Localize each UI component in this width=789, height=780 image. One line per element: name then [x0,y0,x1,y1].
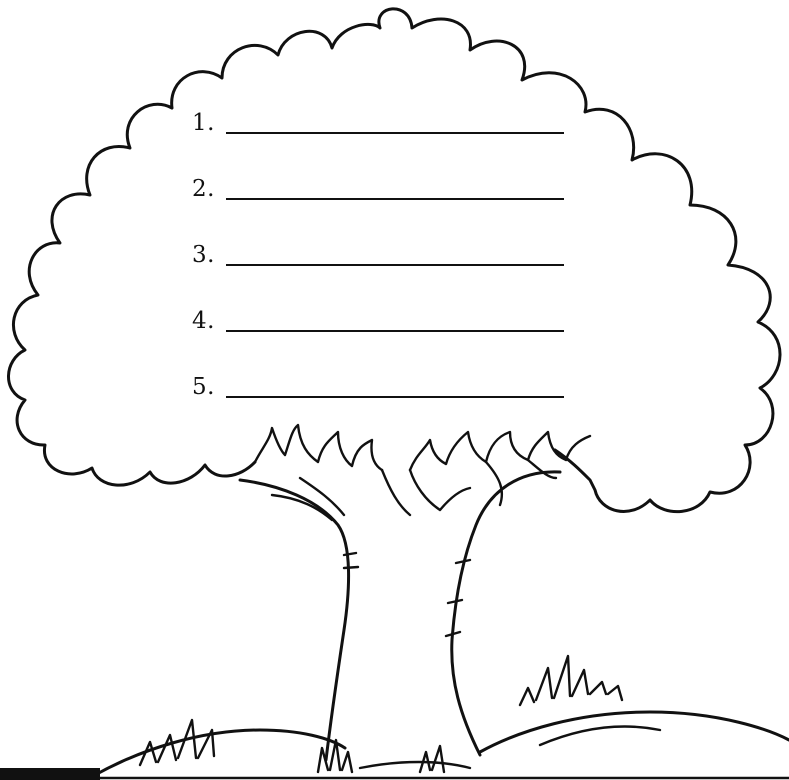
blank-line[interactable] [226,330,564,332]
line-number: 5. [192,374,215,400]
line-number: 4. [192,308,215,334]
line-number: 2. [192,176,215,202]
tree-trunk-right [452,472,560,755]
ground-bush-right [480,712,789,752]
blank-line[interactable] [226,264,564,266]
ground-bush-left [95,730,345,775]
answer-line-4 [192,306,572,372]
answer-line-1 [192,108,572,174]
answer-line-5 [192,372,572,438]
line-number: 1. [192,110,215,136]
ground-bush-right-inner [540,726,660,745]
blank-line[interactable] [226,132,564,134]
tree-branch-middle [382,470,470,515]
line-number: 3. [192,242,215,268]
blank-line[interactable] [226,396,564,398]
answer-lines [192,108,572,438]
bark-notches [344,553,470,636]
grass-tuft-center [318,740,444,772]
ground-shadow [0,768,100,780]
blank-line[interactable] [226,198,564,200]
answer-line-2 [192,174,572,240]
grass-tuft-right [520,656,622,705]
answer-line-3 [192,240,572,306]
tree-branch-right [486,460,556,505]
tree-trunk-left [240,480,349,760]
